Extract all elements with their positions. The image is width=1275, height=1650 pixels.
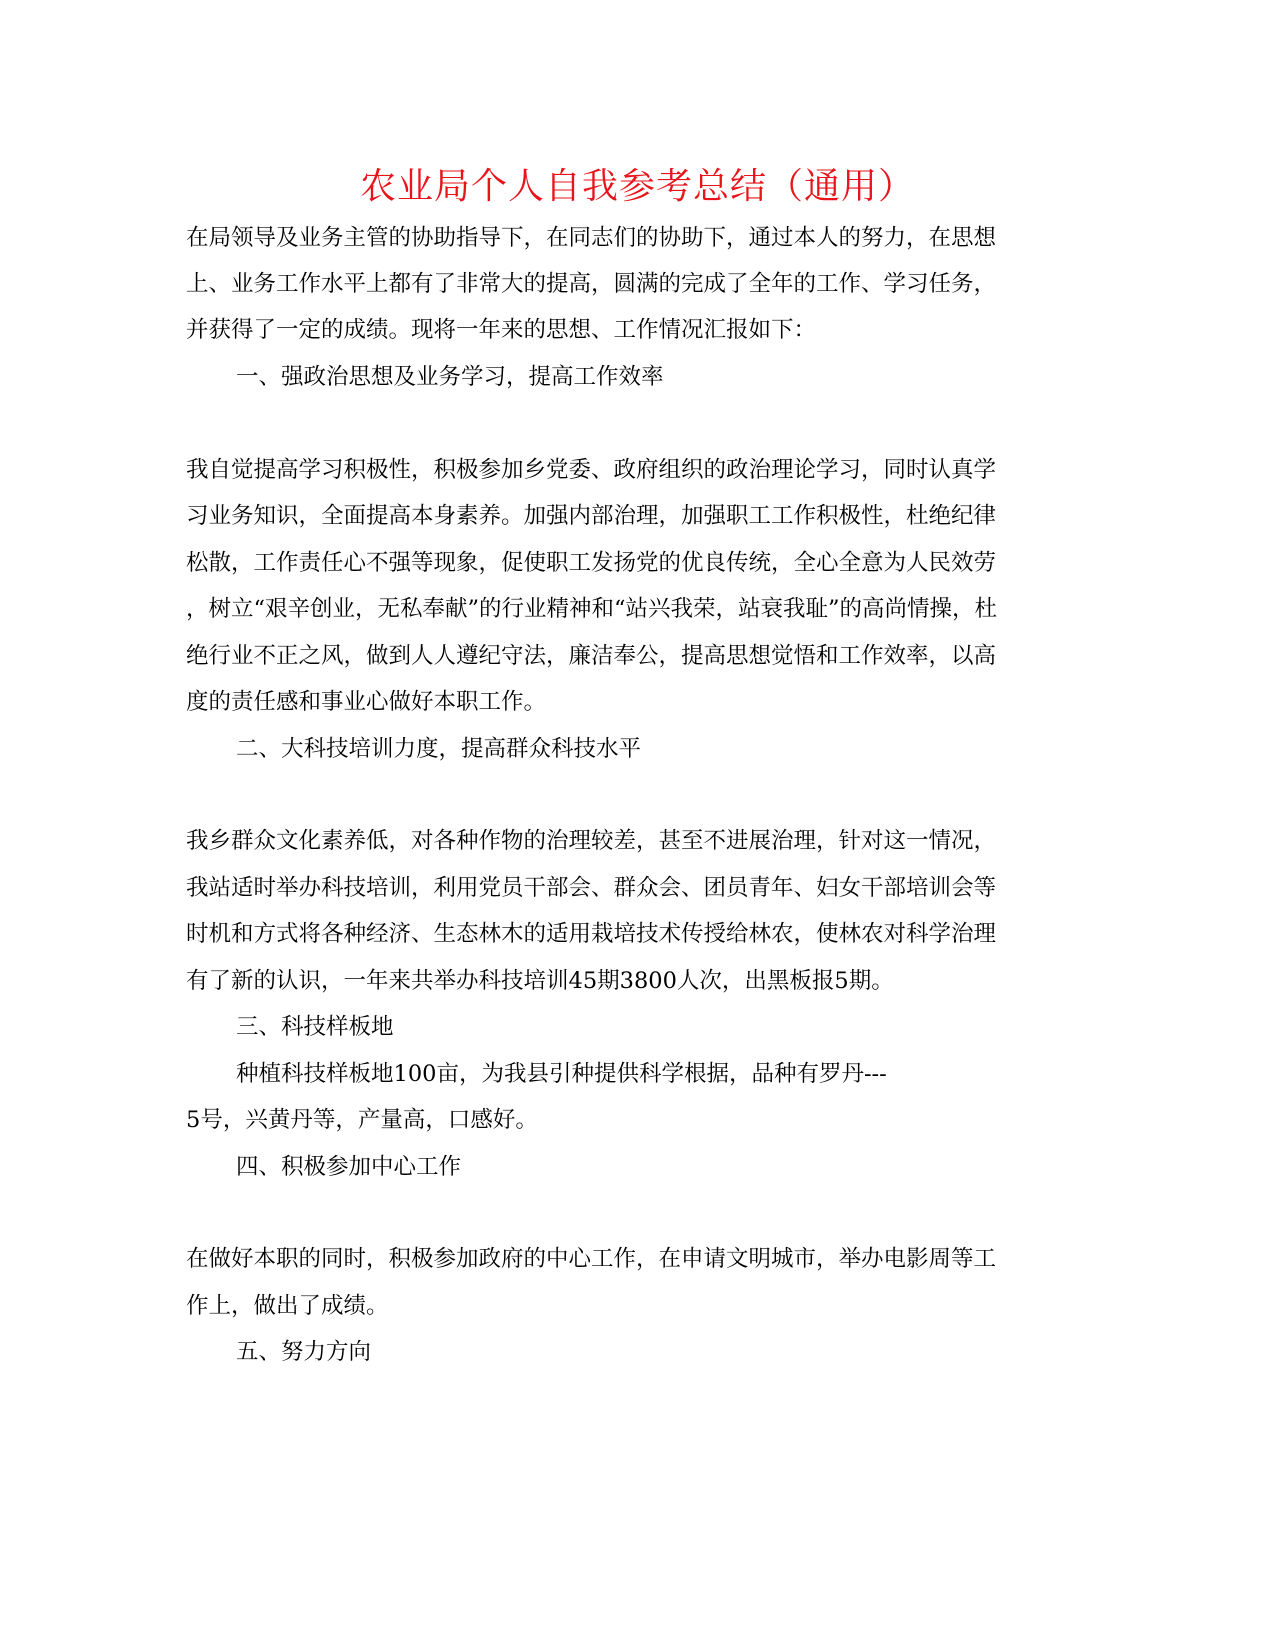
intro-line-3: 并获得了一定的成绩。现将一年来的思想、工作情况汇报如下： [186, 317, 817, 343]
intro-line-1: 在局领导及业务主管的协助指导下，在同志们的协助下，通过本人的努力，在思想 [186, 225, 997, 251]
section2-line-4: 有了新的认识，一年来共举办科技培训45期3800人次，出黑板报5期。 [186, 968, 894, 994]
section1-line-3: 松散，工作责任心不强等现象，促使职工发扬党的优良传统，全心全意为人民效劳 [186, 550, 997, 576]
section4-line-2: 作上，做出了成绩。 [186, 1293, 389, 1319]
section1-heading: 一、强政治思想及业务学习，提高工作效率 [236, 364, 664, 390]
section3-line-2: 5号，兴黄丹等，产量高，口感好。 [186, 1107, 538, 1133]
document-title: 农业局个人自我参考总结（通用） [359, 166, 915, 207]
section1-line-1: 我自觉提高学习积极性，积极参加乡党委、政府组织的政治理论学习，同时认真学 [186, 457, 997, 483]
section2-heading: 二、大科技培训力度，提高群众科技水平 [236, 736, 642, 762]
section1-line-2: 习业务知识，全面提高本身素养。加强内部治理，加强职工工作积极性，杜绝纪律 [186, 503, 997, 529]
section1-line-5: 绝行业不正之风，做到人人遵纪守法，廉洁奉公，提高思想觉悟和工作效率，以高 [186, 643, 997, 669]
section2-line-1: 我乡群众文化素养低，对各种作物的治理较差，甚至不进展治理，针对这一情况， [186, 828, 997, 854]
section1-line-4: ，树立“艰辛创业，无私奉献”的行业精神和“站兴我荣，站衰我耻”的高尚情操，杜 [186, 596, 998, 622]
section4-heading: 四、积极参加中心工作 [236, 1154, 462, 1180]
section5-heading: 五、努力方向 [236, 1339, 372, 1365]
section2-line-2: 我站适时举办科技培训，利用党员干部会、群众会、团员青年、妇女干部培训会等 [186, 875, 997, 901]
section3-heading: 三、科技样板地 [236, 1014, 394, 1040]
section1-line-6: 度的责任感和事业心做好本职工作。 [186, 689, 547, 715]
intro-line-2: 上、业务工作水平上都有了非常大的提高，圆满的完成了全年的工作、学习任务， [186, 271, 997, 297]
section4-line-1: 在做好本职的同时，积极参加政府的中心工作，在申请文明城市，举办电影周等工 [186, 1246, 997, 1272]
section2-line-3: 时机和方式将各种经济、生态林木的适用栽培技术传授给林农，使林农对科学治理 [186, 921, 997, 947]
section3-line-1: 种植科技样板地100亩，为我县引种提供科学根据，品种有罗丹--- [236, 1061, 887, 1087]
